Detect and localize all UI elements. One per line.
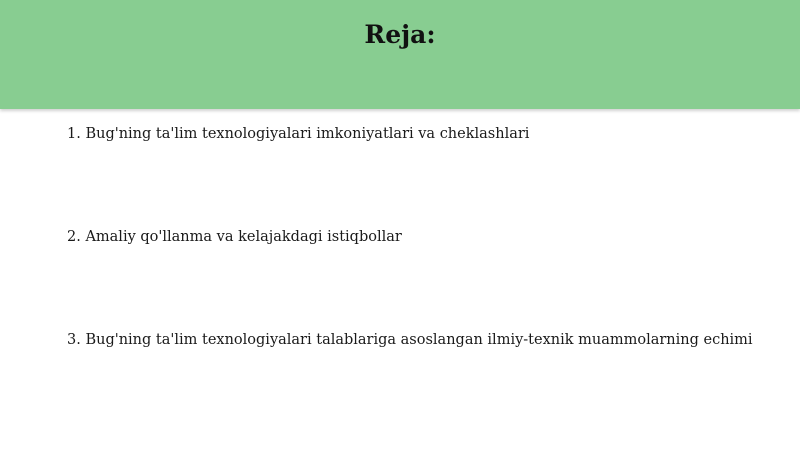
agenda-item-3: 3. Bug'ning ta'lim texnologiyalari talablariga asoslangan ilmiy-texnik muammolarning echimi <box>67 332 753 348</box>
agenda-item-1: 1. Bug'ning ta'lim texnologiyalari imkoniyatlari va cheklashlari <box>67 126 530 142</box>
agenda-item-2: 2. Amaliy qo'llanma va kelajakdagi istiqbollar <box>67 229 402 245</box>
header-band <box>0 0 800 109</box>
slide-title: Reja: <box>364 20 436 49</box>
